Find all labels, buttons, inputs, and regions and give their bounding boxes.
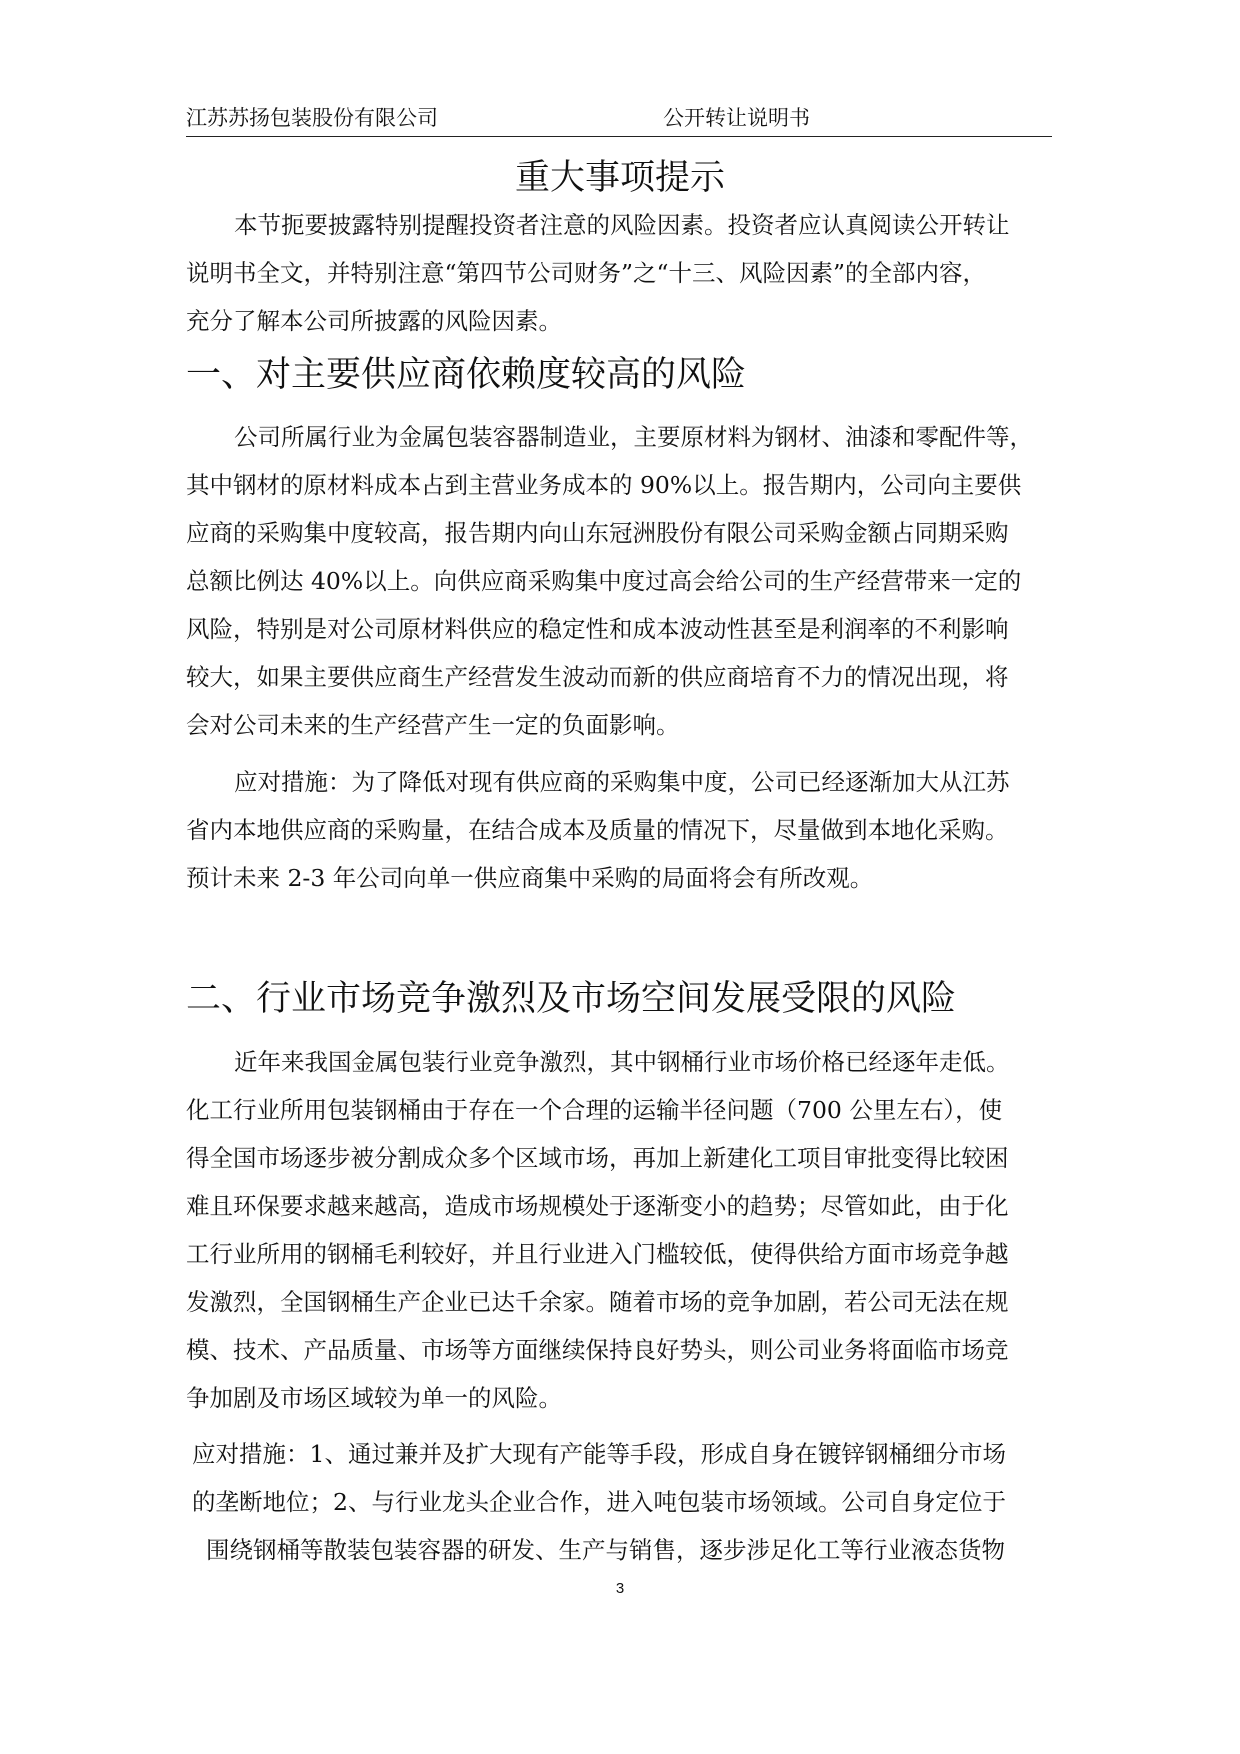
section-2-heading: 二、行业市场竞争激烈及市场空间发展受限的风险 — [186, 979, 957, 1019]
page-header — [186, 108, 1052, 137]
paragraph-line: 会对公司未来的生产经营产生一定的负面影响。 — [186, 711, 680, 739]
header-document-name: 公开转让说明书 — [663, 106, 810, 130]
section-1-heading: 一、对主要供应商依赖度较高的风险 — [186, 355, 747, 395]
section-1-paragraph-1 — [186, 413, 1062, 749]
paragraph-line: 应对措施：为了降低对现有供应商的采购集中度，公司已经逐渐加大从江苏 — [234, 768, 1010, 796]
paragraph-line: 发激烈，全国钢桶生产企业已达千余家。随着市场的竞争加剧，若公司无法在规 — [186, 1288, 1009, 1316]
paragraph-line: 其中钢材的原材料成本占到主营业务成本的 90%以上。报告期内，公司向主要供 — [186, 471, 1022, 499]
intro-line: 本节扼要披露特别提醒投资者注意的风险因素。投资者应认真阅读公开转让 — [234, 211, 1010, 239]
paragraph-line: 应商的采购集中度较高，报告期内向山东冠洲股份有限公司采购金额占同期采购 — [186, 519, 1009, 547]
page-title: 重大事项提示 — [514, 158, 725, 198]
paragraph-line: 总额比例达 40%以上。向供应商采购集中度过高会给公司的生产经营带来一定的 — [186, 567, 1022, 595]
paragraph-line: 的垄断地位；2、与行业龙头企业合作，进入吨包装市场领域。公司自身定位于 — [192, 1488, 1006, 1516]
section-2-paragraph-1 — [186, 1038, 1062, 1422]
paragraph-line: 围绕钢桶等散装包装容器的研发、生产与销售，逐步涉足化工等行业液态货物 — [206, 1536, 1005, 1564]
paragraph-line: 难且环保要求越来越高，造成市场规模处于逐渐变小的趋势；尽管如此，由于化 — [186, 1192, 1009, 1220]
paragraph-line: 预计未来 2-3 年公司向单一供应商集中采购的局面将会有所改观。 — [186, 864, 874, 892]
section-1-paragraph-2 — [186, 758, 1062, 902]
paragraph-line: 工行业所用的钢桶毛利较好，并且行业进入门槛较低，使得供给方面市场竞争越 — [186, 1240, 1009, 1268]
paragraph-line: 风险，特别是对公司原材料供应的稳定性和成本波动性甚至是利润率的不利影响 — [186, 615, 1009, 643]
paragraph-line: 近年来我国金属包装行业竞争激烈，其中钢桶行业市场价格已经逐年走低。 — [234, 1048, 1010, 1076]
header-company-name: 江苏苏扬包装股份有限公司 — [186, 106, 438, 130]
paragraph-line: 公司所属行业为金属包装容器制造业，主要原材料为钢材、油漆和零配件等， — [234, 423, 1033, 451]
paragraph-line: 争加剧及市场区域较为单一的风险。 — [186, 1384, 562, 1412]
page-number: 3 — [615, 1580, 625, 1597]
paragraph-line: 较大，如果主要供应商生产经营发生波动而新的供应商培育不力的情况出现，将 — [186, 663, 1009, 691]
section-2-paragraph-2 — [192, 1430, 1062, 1574]
paragraph-line: 应对措施：1、通过兼并及扩大现有产能等手段，形成自身在镀锌钢桶细分市场 — [192, 1440, 1006, 1468]
paragraph-line: 得全国市场逐步被分割成众多个区域市场，再加上新建化工项目审批变得比较困 — [186, 1144, 1009, 1172]
intro-paragraph — [186, 201, 1062, 345]
paragraph-line: 化工行业所用包装钢桶由于存在一个合理的运输半径问题（700 公里左右），使 — [186, 1096, 1003, 1124]
intro-line: 说明书全文，并特别注意“第四节公司财务”之“十三、风险因素”的全部内容， — [186, 259, 987, 287]
intro-line: 充分了解本公司所披露的风险因素。 — [186, 307, 562, 335]
paragraph-line: 省内本地供应商的采购量，在结合成本及质量的情况下，尽量做到本地化采购。 — [186, 816, 1009, 844]
paragraph-line: 模、技术、产品质量、市场等方面继续保持良好势头，则公司业务将面临市场竞 — [186, 1336, 1009, 1364]
